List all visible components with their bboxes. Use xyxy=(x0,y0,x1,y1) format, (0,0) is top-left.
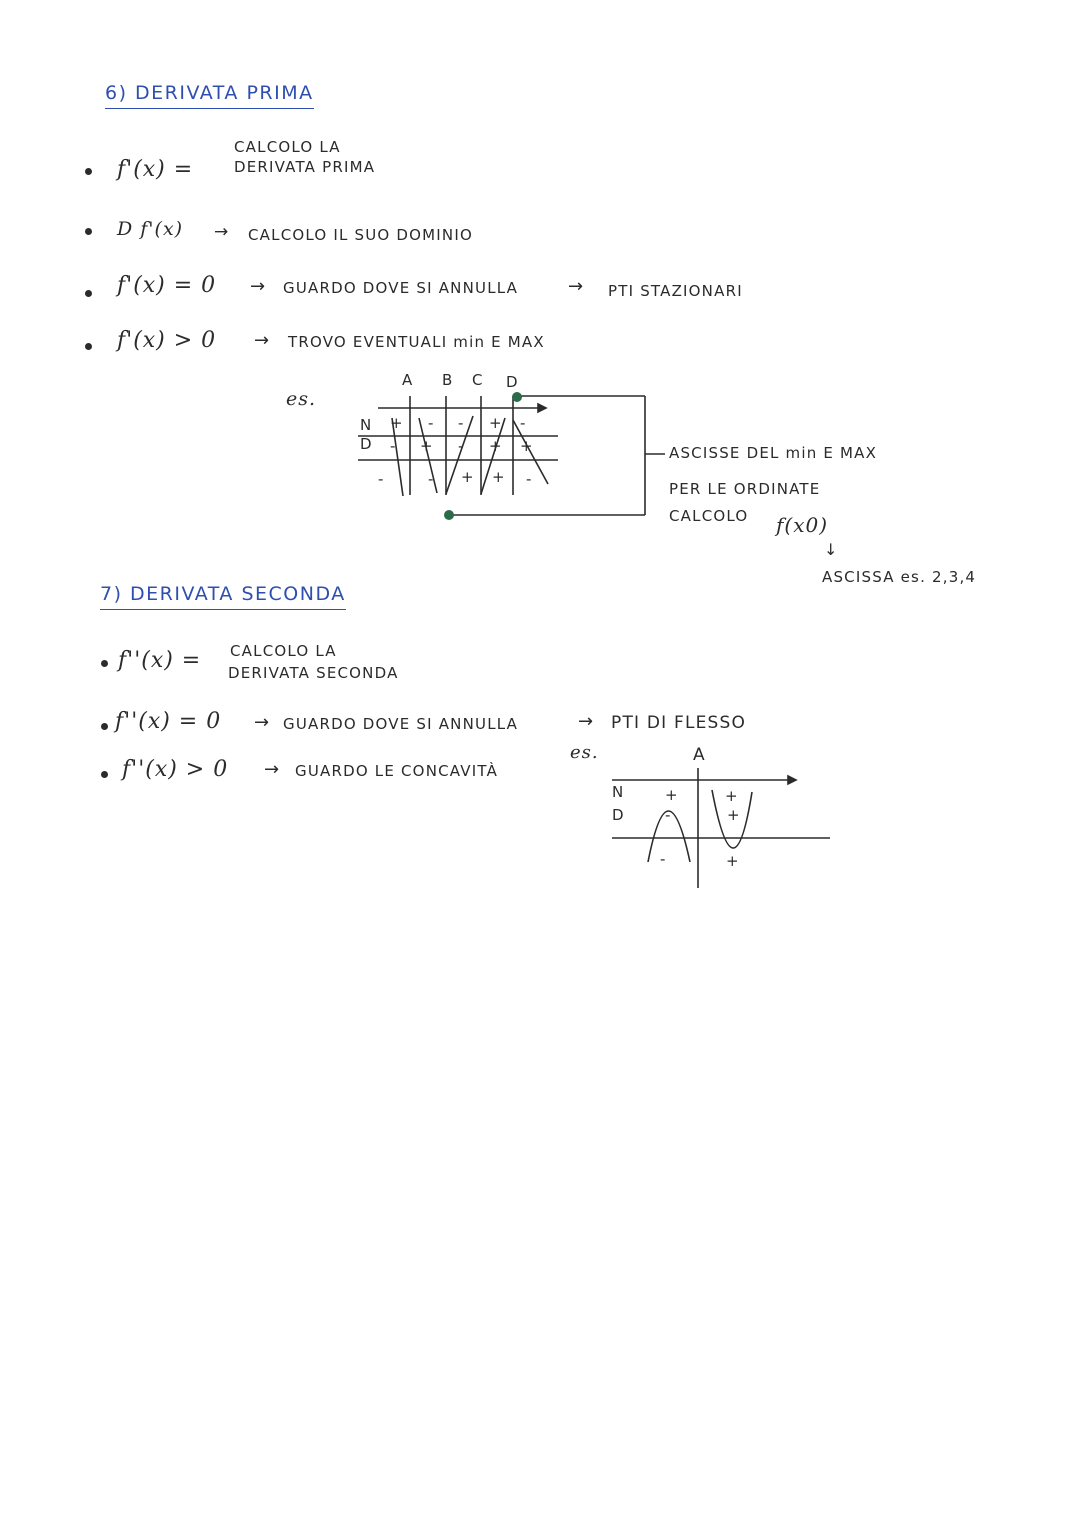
formula-f-second: f''(x) = xyxy=(118,648,202,673)
result-sign: + xyxy=(492,468,506,486)
item-2-text: CALCOLO IL SUO DOMINIO xyxy=(248,226,473,244)
den-sign: + xyxy=(727,806,741,824)
note-line-2: DERIVATA SECONDA xyxy=(228,664,399,682)
num-sign: + xyxy=(390,414,404,432)
side-note-line-2: PER LE ORDINATE xyxy=(669,480,821,498)
item-3-text: GUARDO LE CONCAVITÀ xyxy=(295,762,499,780)
den-sign: + xyxy=(489,437,503,455)
num-sign: - xyxy=(428,414,435,432)
formula-f-second-positive: f''(x) > 0 xyxy=(122,757,229,782)
note-line-2: DERIVATA PRIMA xyxy=(234,158,376,176)
section-7-title: 7) DERIVATA SECONDA xyxy=(100,583,346,610)
result-sign: - xyxy=(378,470,385,488)
section-6-title: 6) DERIVATA PRIMA xyxy=(105,82,314,109)
row-d-label: D xyxy=(612,806,625,824)
den-sign: + xyxy=(520,437,534,455)
arrow-icon: → xyxy=(578,711,595,732)
note-line-1: CALCOLO LA xyxy=(230,642,337,660)
item-2-result: PTI DI FLESSO xyxy=(611,713,747,733)
den-sign: - xyxy=(458,437,465,455)
den-sign: - xyxy=(665,806,672,824)
formula-f-prime-zero: f'(x) = 0 xyxy=(117,273,217,298)
side-note-formula: f(x0) xyxy=(776,513,829,537)
point-a-label: A xyxy=(402,371,414,389)
formula-f-second-zero: f''(x) = 0 xyxy=(115,709,222,734)
down-arrow-icon: ↓ xyxy=(824,540,839,559)
point-c-label: C xyxy=(472,371,484,389)
den-sign: - xyxy=(390,437,397,455)
row-n-label: N xyxy=(360,416,373,434)
arrow-icon: → xyxy=(264,759,281,780)
item-3-text: GUARDO DOVE SI ANNULLA xyxy=(283,279,519,297)
num-sign: - xyxy=(458,414,465,432)
point-d-label: D xyxy=(506,373,519,391)
item-3-result: PTI STAZIONARI xyxy=(608,282,743,300)
num-sign: + xyxy=(725,787,739,805)
point-b-label: B xyxy=(442,371,454,389)
formula-f-prime: f'(x) = xyxy=(117,157,194,182)
num-sign: + xyxy=(665,786,679,804)
num-sign: + xyxy=(489,414,503,432)
formula-f-prime-positive: f'(x) > 0 xyxy=(117,328,217,353)
num-sign: - xyxy=(520,414,527,432)
row-d-label: D xyxy=(360,435,373,453)
result-sign: + xyxy=(726,852,740,870)
note-line-1: CALCOLO LA xyxy=(234,138,341,156)
arrow-icon: → xyxy=(254,712,271,733)
row-n-label: N xyxy=(612,783,625,801)
arrow-icon: → xyxy=(254,330,271,351)
item-2-text: GUARDO DOVE SI ANNULLA xyxy=(283,715,519,733)
example-label: es. xyxy=(570,742,599,763)
result-sign: - xyxy=(428,470,435,488)
formula-domain: D f'(x) xyxy=(117,218,184,240)
side-note-line-1: ASCISSE DEL min E MAX xyxy=(669,444,878,462)
arrow-icon: → xyxy=(568,276,585,297)
item-4-text: TROVO EVENTUALI min E MAX xyxy=(288,333,545,351)
result-sign: + xyxy=(461,468,475,486)
arrow-icon: → xyxy=(250,276,267,297)
side-note-line-4: ASCISSA es. 2,3,4 xyxy=(822,568,977,586)
den-sign: + xyxy=(420,437,434,455)
point-a-label: A xyxy=(693,745,706,765)
result-sign: - xyxy=(660,850,667,868)
arrow-icon: → xyxy=(214,222,230,242)
example-label: es. xyxy=(286,388,317,410)
result-sign: - xyxy=(526,470,533,488)
side-note-line-3: CALCOLO xyxy=(669,507,749,525)
